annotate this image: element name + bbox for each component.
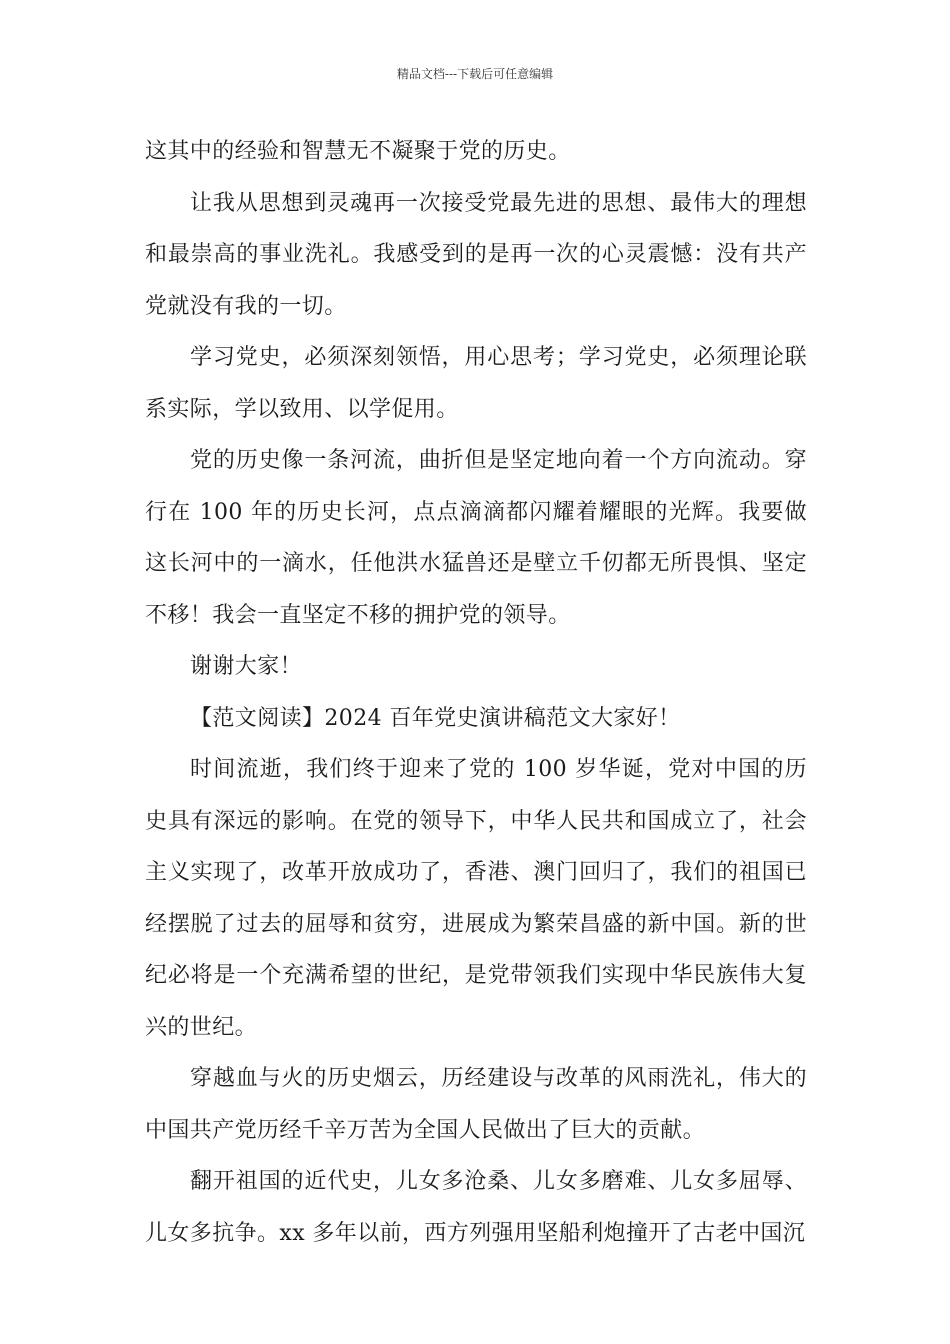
- section-heading: 【范文阅读】2024 百年党史演讲稿范文大家好！: [190, 705, 681, 731]
- paragraph: 让我从思想到灵魂再一次接受党最先进的思想、最伟大的理想和最崇高的事业洗礼。我感受到的是再一次的心灵震憾：没有共产党就没有我的一切。: [145, 190, 807, 319]
- page-header: 精品文档---下载后可任意编辑: [396, 67, 554, 81]
- paragraph: 党的历史像一条河流，曲折但是坚定地向着一个方向流动。穿行在 100 年的历史长河，点点滴滴都闪耀着耀眼的光辉。我要做这长河中的一滴水，任他洪水猛兽还是壁立千仞都无所畏惧、坚定不移！我会一直坚定不移的拥护党的领导。: [145, 448, 807, 628]
- document-body: [145, 126, 807, 1259]
- paragraph: 学习党史，必须深刻领悟，用心思考；学习党史，必须理论联系实际，学以致用、以学促用。: [145, 345, 807, 422]
- paragraph: 谢谢大家！: [190, 654, 303, 679]
- paragraph: 穿越血与火的历史烟云，历经建设与改革的风雨洗礼，伟大的中国共产党历经千辛万苦为全国人民做出了巨大的贡献。: [145, 1066, 807, 1143]
- paragraph: 这其中的经验和智慧无不凝聚于党的历史。: [145, 139, 571, 164]
- paragraph: 翻开祖国的近代史，儿女多沧桑、儿女多磨难、儿女多屈辱、儿女多抗争。xx 多年以前，西方列强用坚船利炮撞开了古老中国沉: [145, 1169, 807, 1246]
- paragraph: 时间流逝，我们终于迎来了党的 100 岁华诞，党对中国的历史具有深远的影响。在党的领导下，中华人民共和国成立了，社会主义实现了，改革开放成功了，香港、澳门回归了，我们的祖国已经摆脱了过去的屈辱和贫穷，进展成为繁荣昌盛的新中国。新的世纪必将是一个充满希望的世纪，是党带领我们实现中华民族伟大复兴的世纪。: [145, 757, 807, 1040]
